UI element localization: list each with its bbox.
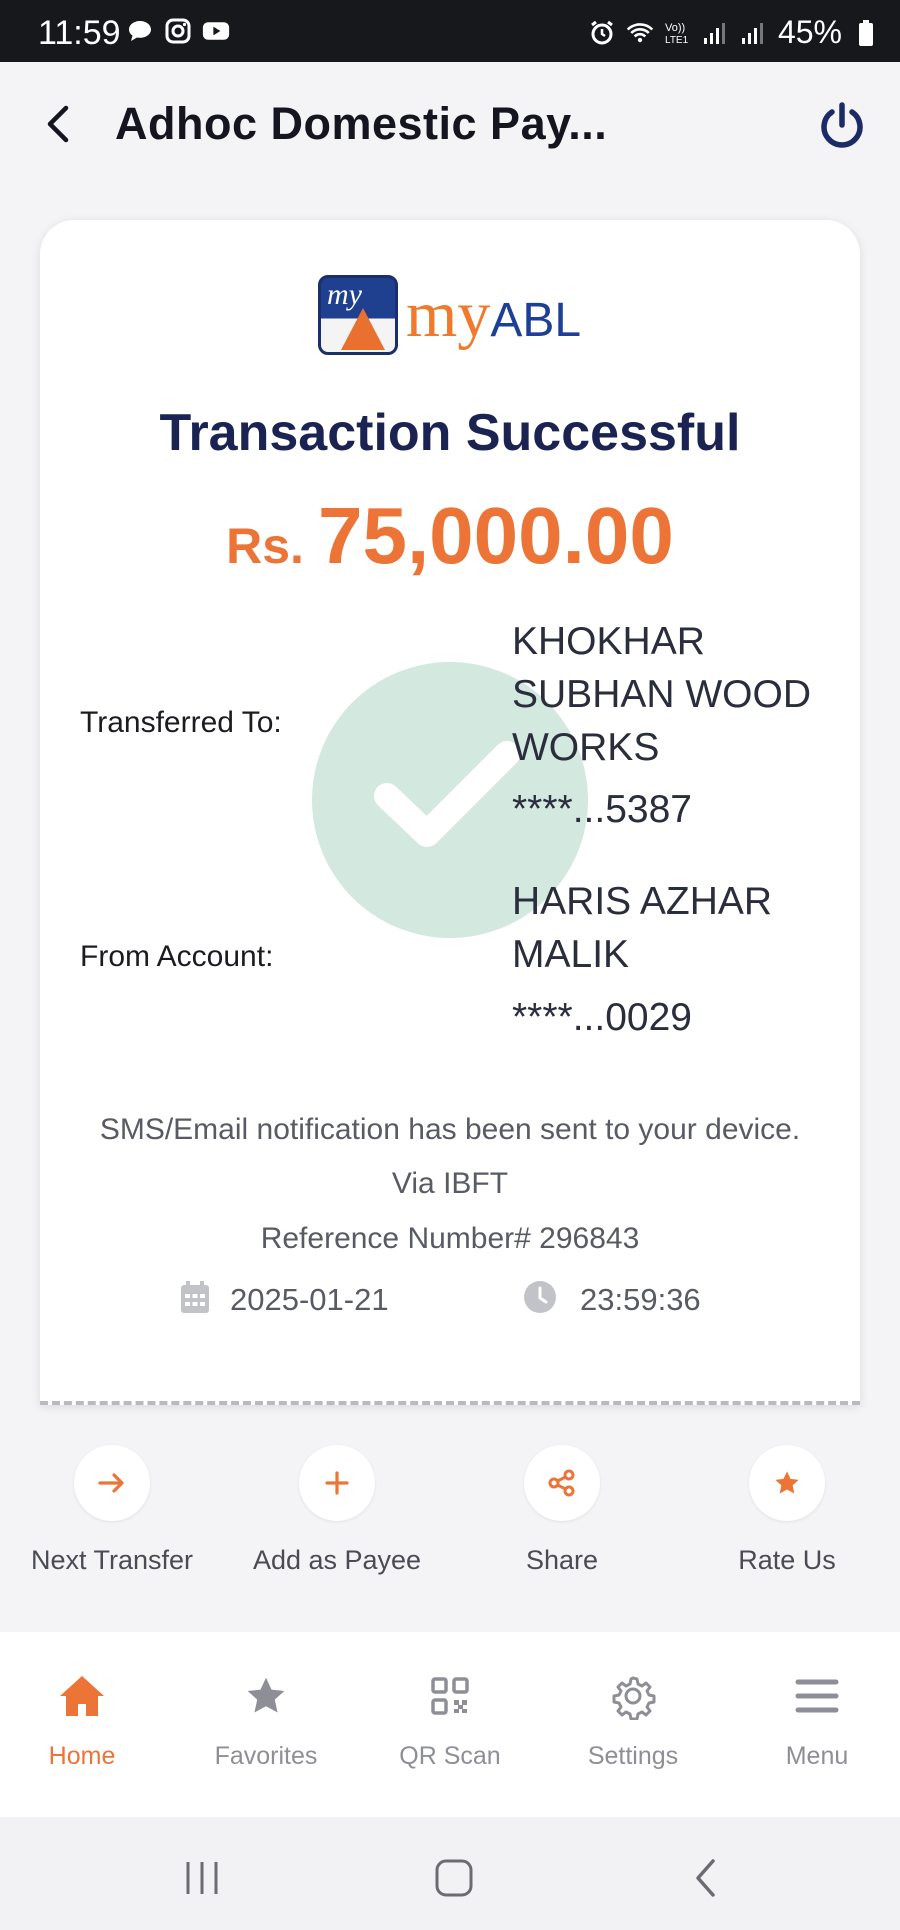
transaction-time: 23:59:36: [580, 1282, 701, 1317]
logout-button[interactable]: [814, 98, 870, 154]
logo-wordmark: [406, 277, 581, 353]
recent-apps-icon: [182, 1860, 222, 1896]
status-bar: [0, 0, 900, 62]
transaction-date: 2025-01-21: [230, 1282, 389, 1317]
back-chevron-icon: [693, 1858, 719, 1898]
app-header: [0, 62, 900, 192]
next-transfer-label: Next Transfer: [30, 1545, 194, 1575]
star-icon: [773, 1469, 801, 1497]
nav-favorites[interactable]: [191, 1670, 341, 1771]
page-title: Adhoc Domestic Pay...: [115, 98, 608, 149]
notification-message: SMS/Email notification has been sent to your device.: [99, 1113, 801, 1146]
clock-icon: [523, 1280, 557, 1314]
receipt-card: [40, 220, 860, 1405]
status-time: 11:59: [38, 14, 121, 52]
nav-home-label: Home: [48, 1742, 116, 1770]
transaction-status-title: Transaction Successful: [159, 404, 741, 462]
nav-qr-scan-label: QR Scan: [399, 1742, 501, 1770]
home-square-icon: [434, 1858, 474, 1898]
youtube-icon: [202, 17, 230, 45]
alarm-icon: [588, 19, 616, 47]
wifi-icon: [626, 19, 654, 47]
nav-settings-label: Settings: [587, 1742, 679, 1770]
star-icon: [244, 1674, 288, 1718]
volte-icon: [664, 19, 692, 47]
transferred-to-label: Transferred To:: [80, 706, 282, 739]
amount: [40, 490, 860, 582]
nav-menu-label: Menu: [785, 1742, 849, 1770]
back-arrow-icon: [44, 104, 72, 144]
logo-my: my: [406, 278, 491, 351]
amount-value: 75,000.00: [317, 491, 674, 580]
system-navigation-bar: [0, 1817, 900, 1930]
logo-badge-text: my: [327, 278, 362, 311]
svg-text:LTE1: LTE1: [664, 34, 689, 46]
logo-abl: ABL: [490, 294, 582, 347]
date-time-row: [40, 1278, 860, 1328]
add-as-payee-label: Add as Payee: [252, 1545, 422, 1575]
rate-us-circle[interactable]: [749, 1445, 825, 1521]
from-account-label: From Account:: [80, 940, 274, 973]
add-as-payee-button[interactable]: [237, 1445, 437, 1576]
rate-us-button[interactable]: [687, 1445, 887, 1576]
home-icon: [58, 1673, 106, 1719]
arrow-right-icon: [97, 1471, 127, 1495]
receipt-actions: [0, 1445, 900, 1585]
recent-apps-button[interactable]: [162, 1853, 242, 1903]
calendar-icon: [180, 1280, 210, 1314]
qr-code-icon: [430, 1676, 470, 1716]
share-button[interactable]: [462, 1445, 662, 1576]
instagram-icon: [164, 17, 192, 45]
nav-settings[interactable]: [558, 1670, 708, 1771]
battery-icon: [852, 19, 880, 47]
nav-qr-scan[interactable]: [375, 1670, 525, 1771]
reference-number: Reference Number# 296843: [260, 1222, 640, 1255]
share-circle[interactable]: [524, 1445, 600, 1521]
currency-label: Rs.: [226, 518, 304, 574]
transferred-to-account: ****...5387: [512, 788, 692, 831]
menu-icon: [795, 1677, 839, 1715]
notification-icons: [126, 17, 230, 45]
chat-bubble-icon: [126, 17, 154, 45]
from-account-number: ****...0029: [512, 996, 692, 1039]
logo-badge-icon: [318, 275, 398, 355]
transfer-channel: Via IBFT: [391, 1167, 509, 1200]
nav-home[interactable]: [7, 1670, 157, 1771]
home-system-button[interactable]: [414, 1853, 494, 1903]
myabl-logo: [318, 275, 588, 367]
back-button[interactable]: [36, 96, 80, 152]
rate-us-label: Rate Us: [738, 1545, 836, 1575]
add-as-payee-circle[interactable]: [299, 1445, 375, 1521]
battery-percent: 45%: [777, 14, 842, 50]
plus-icon: [324, 1470, 350, 1496]
transferred-to-name: KHOKHAR SUBHAN WOOD WORKS: [512, 620, 812, 769]
receipt-tear-edge: [40, 1401, 860, 1405]
share-icon: [547, 1468, 577, 1498]
nav-menu[interactable]: [742, 1670, 892, 1771]
gear-icon: [609, 1672, 657, 1720]
next-transfer-circle[interactable]: [74, 1445, 150, 1521]
next-transfer-button[interactable]: [12, 1445, 212, 1576]
share-label: Share: [525, 1545, 599, 1575]
bottom-navigation: [0, 1632, 900, 1817]
back-system-button[interactable]: [666, 1853, 746, 1903]
system-status-icons: [588, 14, 880, 51]
signal-icon: [702, 19, 730, 47]
power-icon: [814, 98, 870, 154]
nav-favorites-label: Favorites: [214, 1742, 318, 1770]
signal-icon: [740, 19, 768, 47]
from-account-name: HARIS AZHAR MALIK: [512, 880, 773, 976]
svg-text:Vo)): Vo)): [664, 21, 686, 34]
